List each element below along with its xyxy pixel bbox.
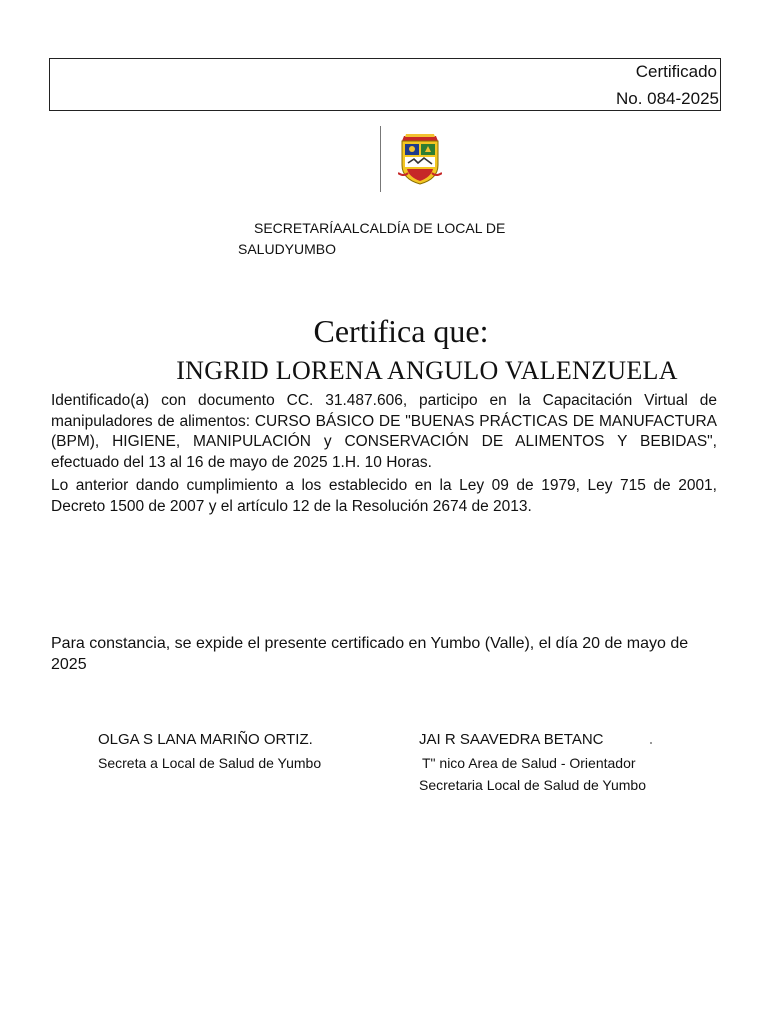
department-line-1: SECRETARÍAALCALDÍA DE LOCAL DE [254, 220, 506, 236]
municipal-coat-of-arms-icon [398, 133, 442, 185]
certificate-number-box [49, 58, 721, 111]
certify-heading: Certifica que: [313, 313, 489, 349]
certificate-label: Certificado [635, 62, 717, 81]
issuance-paragraph: Para constancia, se expide el presente certificado en Yumbo (Valle), el día 20 de mayo de 2025 [51, 635, 689, 673]
signatory-1-title: Secreta a Local de Salud de Yumbo [98, 755, 322, 771]
signatory-2-name: JAI R SAAVEDRA BETANC [419, 731, 604, 748]
legal-basis-paragraph: Lo anterior dando cumplimiento a los establecido en la Ley 09 de 1979, Ley 715 de 2001, Decreto 1500 de 2007 y el artículo 12 de la Resolución 2674 de 2013. [51, 477, 717, 515]
signatory-2-title: T" nico Area de Salud - Orientador [422, 755, 636, 771]
signatory-2-organization: Secretaria Local de Salud de Yumbo [419, 777, 647, 793]
signatory-1-name: OLGA S LANA MARIÑO ORTIZ. [98, 731, 313, 748]
department-line-2: SALUDYUMBO [238, 241, 337, 257]
recipient-name: INGRID LORENA ANGULO VALENZUELA [176, 356, 678, 385]
identification-paragraph: Identificado(a) con documento CC. 31.487.606, participo en la Capacitación Virtual de manipuladores de alimentos: CURSO BÁSICO DE "BUENAS PRÁCTICAS DE MANUFACTURA (BPM), HIGIENE, MANIPULACIÓN y CONSERVACIÓN DE ALIMENTOS Y BEBIDAS", efectuado del 13 al 16 de mayo de 2025 1.H. 10 Horas. [51, 392, 717, 471]
vertical-divider [380, 126, 381, 192]
stray-mark [650, 742, 652, 744]
certificate-number: No. 084-2025 [615, 89, 719, 108]
